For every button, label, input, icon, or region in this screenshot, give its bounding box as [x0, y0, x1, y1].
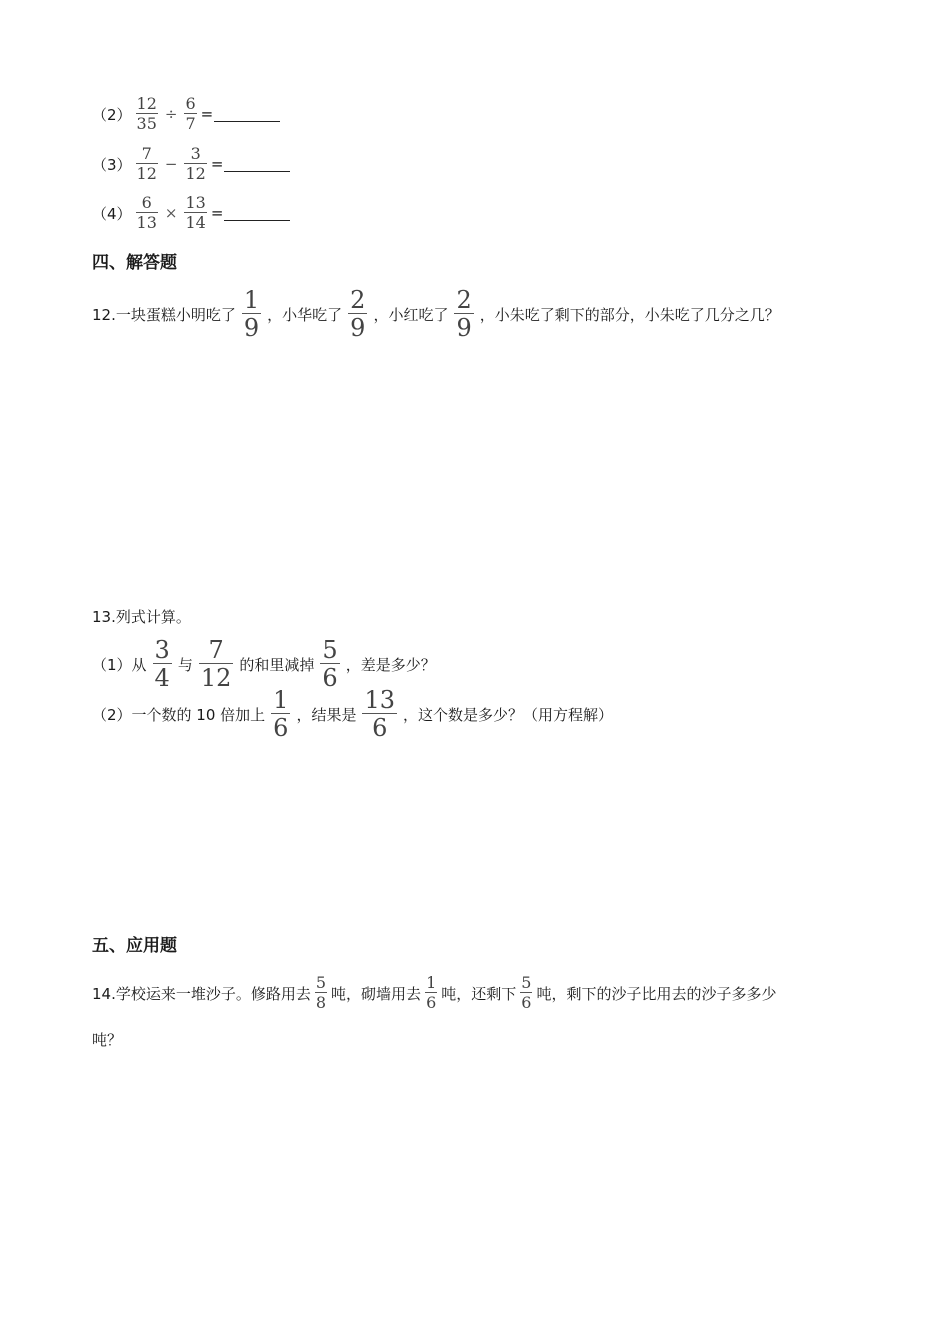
question-14-continued — [92, 1029, 122, 1050]
exercise-4 — [92, 195, 290, 231]
answer-blank[interactable] — [224, 206, 290, 221]
question-text: ，小红吃了 — [373, 305, 449, 324]
fraction — [199, 638, 234, 690]
question-text: 吨？ — [92, 1031, 123, 1049]
fraction — [242, 288, 261, 340]
denominator: 13 — [136, 213, 157, 232]
numerator: 13 — [185, 193, 206, 212]
numerator: 1 — [273, 686, 289, 714]
numerator: 5 — [322, 636, 338, 664]
denominator: 6 — [426, 993, 437, 1012]
numerator: 1 — [243, 286, 260, 314]
exercise-3 — [92, 146, 290, 182]
numerator: 13 — [364, 686, 396, 714]
denominator: 7 — [185, 114, 196, 133]
numerator: 7 — [141, 144, 152, 163]
exercise-2 — [92, 96, 280, 132]
question-text: ，结果是 — [296, 705, 357, 724]
question-13-part-1 — [92, 638, 436, 690]
denominator: 12 — [136, 164, 157, 183]
multiply-operator: × — [164, 204, 178, 222]
denominator: 4 — [154, 664, 170, 692]
fraction — [348, 288, 367, 340]
denominator: 6 — [273, 714, 289, 742]
section-heading-4: 四、解答题 — [92, 253, 177, 273]
question-text: ，小朱吃了剩下的部分，小朱吃了几分之几？ — [479, 305, 780, 324]
denominator: 6 — [521, 993, 532, 1012]
fraction — [136, 96, 158, 132]
fraction — [184, 96, 196, 132]
fraction — [320, 638, 339, 690]
denominator: 9 — [350, 314, 366, 342]
fraction — [153, 638, 172, 690]
question-text: 吨，剩下的沙子比用去的沙子多多少 — [536, 984, 777, 1003]
question-14 — [92, 975, 776, 1011]
denominator: 8 — [315, 993, 327, 1012]
question-text: （1）从 — [92, 655, 147, 674]
question-text: ，小华吃了 — [267, 305, 343, 324]
question-text: 吨，砌墙用去 — [331, 984, 422, 1003]
section-heading-5: 五、应用题 — [92, 936, 177, 956]
numerator: 6 — [141, 193, 152, 212]
question-text: 14.学校运来一堆沙子。修路用去 — [92, 984, 311, 1003]
fraction — [520, 975, 532, 1011]
question-text: ，差是多少？ — [345, 655, 436, 674]
fraction — [454, 288, 473, 340]
denominator: 6 — [322, 664, 338, 692]
question-13-part-2 — [92, 688, 613, 740]
fraction — [425, 975, 437, 1011]
minus-operator: − — [164, 155, 178, 173]
question-text: 13.列式计算。 — [92, 608, 191, 626]
equals-sign: = — [210, 155, 224, 173]
numerator: 1 — [426, 973, 437, 992]
fraction — [136, 146, 158, 182]
question-text: 的和里减掉 — [239, 655, 315, 674]
numerator: 2 — [456, 286, 472, 314]
answer-blank[interactable] — [224, 157, 290, 172]
question-text: 吨，还剩下 — [441, 984, 517, 1003]
numerator: 12 — [136, 94, 157, 113]
fraction — [315, 975, 327, 1011]
numerator: 2 — [350, 286, 366, 314]
denominator: 9 — [243, 314, 260, 342]
denominator: 35 — [136, 114, 157, 133]
exercise-label: （3） — [92, 155, 132, 174]
question-text: ，这个数是多少？（用方程解） — [403, 705, 614, 724]
fraction — [271, 688, 290, 740]
numerator: 7 — [208, 636, 224, 664]
denominator: 12 — [185, 164, 206, 183]
question-12 — [92, 288, 780, 340]
equals-sign: = — [210, 204, 224, 222]
fraction — [136, 195, 158, 231]
numerator: 6 — [185, 94, 196, 113]
question-text: （2）一个数的 10 倍加上 — [92, 705, 266, 724]
exercise-label: （4） — [92, 204, 132, 223]
denominator: 14 — [185, 213, 206, 232]
exercise-label: （2） — [92, 105, 132, 124]
denominator: 6 — [372, 714, 388, 742]
answer-blank[interactable] — [214, 107, 280, 122]
numerator: 3 — [154, 636, 170, 664]
numerator: 5 — [521, 973, 532, 992]
numerator: 3 — [190, 144, 201, 163]
question-13-title — [92, 606, 191, 627]
divide-operator: ÷ — [164, 105, 178, 123]
fraction — [362, 688, 397, 740]
denominator: 9 — [456, 314, 472, 342]
fraction — [184, 146, 206, 182]
question-text: 12.一块蛋糕小明吃了 — [92, 305, 236, 324]
equals-sign: = — [200, 105, 214, 123]
question-text: 与 — [177, 655, 193, 674]
denominator: 12 — [200, 664, 232, 692]
fraction — [184, 195, 206, 231]
numerator: 5 — [315, 973, 327, 992]
